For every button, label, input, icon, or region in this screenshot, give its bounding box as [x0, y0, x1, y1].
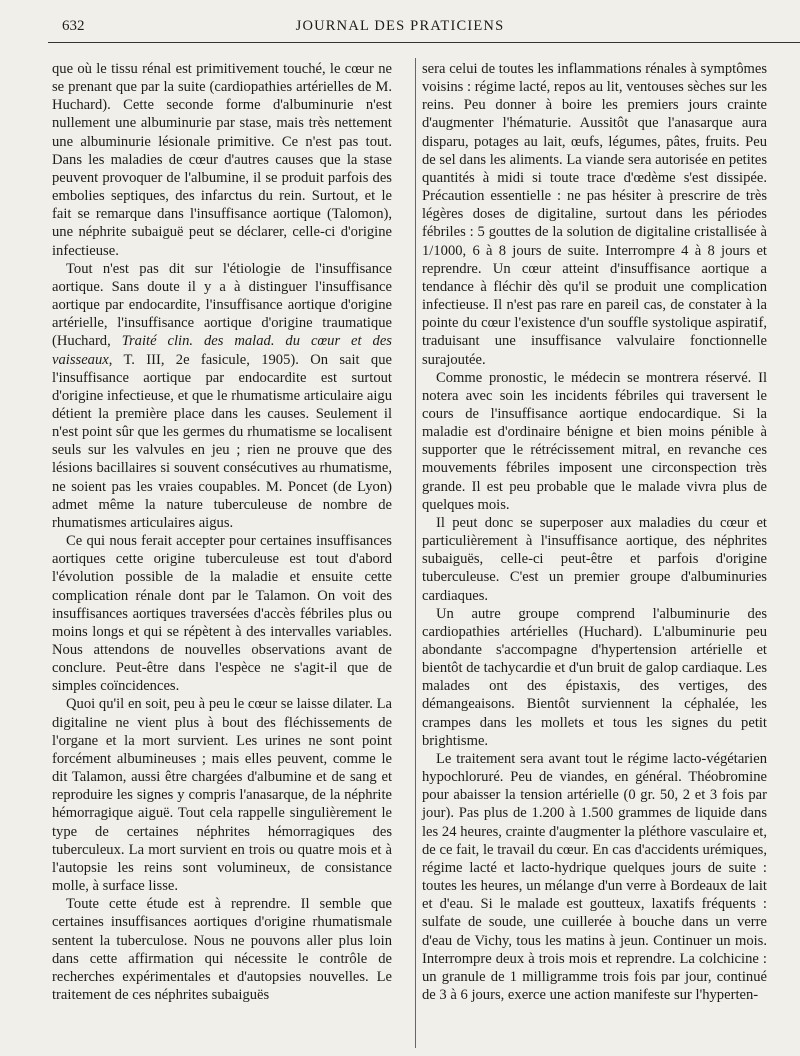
paragraph: Quoi qu'il en soit, peu à peu le cœur se laisse dilater. La digitaline ne vient plus à bout des fléchissements de l'organe et la mort survient. Les urines ne sont point forcément albumineuses ; mais elles peuvent, comme le dit Talamon, aussi être chargées d'albumine et de sang et reproduire les signes y compris l'anasarque, de la néphrite hémorragique aiguë. Tout cela rappelle singulièrement le type de certaines néphrites hémorragiques des tuberculeux. La mort survient en trois ou quatre mois et à l'autopsie les reins sont volumineux, de consistance molle, à surface lisse. [52, 696, 392, 895]
header-rule [48, 42, 800, 43]
paragraph: Toute cette étude est à reprendre. Il semble que certaines insuffisances aortiques d'origine rhumatismale sentent la tuberculose. Nous ne pouvons aller plus loin dans cette affirmation qui nécessite le contrôle de recherches expérimentales et d'autopsies nouvelles. Le traitement de ces néphrites subaiguës [52, 896, 392, 1003]
page-number: 632 [62, 18, 85, 34]
paragraph: Il peut donc se superposer aux maladies du cœur et particulièrement à l'insuffisance aortique, des néphrites subaiguës, celle-ci peut-être et parfois d'origine tuberculeuse. C'est un premier groupe d'albuminuries cardiaques. [422, 514, 767, 604]
left-column [52, 60, 392, 1004]
paragraph: que où le tissu rénal est primitivement touché, le cœur ne se prenant que par la suite (cardiopathies artérielles de M. Huchard). Cette seconde forme d'albuminurie n'est nullement une albuminurie par stase, mais très nettement une albuminurie lésionale primitive. Ce n'est pas tout. Dans les maladies de cœur d'autres causes que la stase peuvent provoquer de l'albumine, il se produit parfois des embolies septiques, des infarctus du rein. Surtout, et le fait se remarque dans l'insuffisance aortique (Talomon), une néphrite subaiguë peut se déclarer, celle-ci d'origine infectieuse. [52, 61, 392, 259]
paragraph [52, 260, 392, 532]
paragraph: sera celui de toutes les inflammations rénales à symptômes voisins : régime lacté, repos au lit, ventouses sèches sur les reins. Peu donner à boire les premiers jours crainte d'augmenter l'hématurie. Aussitôt que l'anasarque aura disparu, potages au lait, œufs, légumes, pâtes, fruits. Peu de sel dans les aliments. La viande sera autorisée en petites quantités à midi si toute trace d'œdème s'est dissipée. Précaution essentielle : ne pas hésiter à prescrire de très légères doses de digitaline, surtout dans les périodes fébriles : 5 gouttes de la solution de digitaline cristallisée à 1/1000, 6 à 8 jours de suite. Interrompre 4 à 8 jours et reprendre. Un cœur atteint d'insuffisance aortique a tendance à fléchir dès qu'il se produit une complication infectieuse. Il n'est pas rare en pareil cas, de constater à la pointe du cœur l'existence d'un souffle systolique aspiratif, traduisant une insuffisance valvulaire fonctionnelle surajoutée. [422, 61, 767, 368]
book-title: Traité clin. des malad. du cœur et des vaisseaux [52, 333, 392, 368]
paragraph-text: , T. III, 2e fasicule, 1905). On sait que l'insuffisance aortique par endocardite est surtout d'origine infectieuse, et que le rhumatisme articulaire aigu détient la première place dans les causes. Seulement il n'est point sûr que les germes du rhumatisme se localisent seuls sur les valvules en jeu ; rien ne prouve que des lésions bacillaires si souvent consécutives au rhumatisme, ne soient pas les vraies coupables. M. Poncet (de Lyon) admet même la nature tuberculeuse de nombre de rhumatismes articulaires aigus. [52, 351, 392, 531]
paragraph: Comme pronostic, le médecin se montrera réservé. Il notera avec soin les incidents fébriles qui traversent le cours de l'insuffisance aortique endocardique. Si la maladie est d'ordinaire bénigne et bien moins pénible à supporter que le rétrécissement mitral, en revanche ces mouvements fébriles imposent une circonspection très grande. Il est peu probable que le malade vivra plus de quelques mois. [422, 369, 767, 513]
right-column [422, 60, 767, 1004]
paragraph: Le traitement sera avant tout le régime lacto-végétarien hypochloruré. Peu de viandes, en général. Théobromine pour abaisser la tension artérielle (0 gr. 50, 2 et 3 fois par jour). Pas plus de 1.200 à 1.500 grammes de liquide dans les 24 heures, crainte d'augmenter la pléthore vasculaire et, de ce fait, le travail du cœur. En cas d'accidents urémiques, régime lacté et lacto-hydrique quelques jours de suite : toutes les heures, un mélange d'un verre à Bordeaux de lait et d'eau. Si le malade est goutteux, laxatifs fréquents : sulfate de soude, une cuillerée à bouche dans un verre d'eau de Vichy, tous les matins à jeun. Continuer un mois. Interrompre deux à trois mois et reprendre. La colchicine : un granule de 1 milligramme trois fois par jour, continué de 3 à 6 jours, exerce une action manifeste sur l'hyperten- [422, 750, 767, 1003]
running-title: JOURNAL DES PRATICIENS [295, 18, 505, 34]
paragraph-text: Tout n'est pas dit sur l'étiologie de l'insuffisance aortique. Sans doute il y a à distinguer l'insuffisance aortique par endocardite, l'insuffisance aortique d'origine artérielle, l'insuffisance aortique d'origine traumatique (Huchard, [52, 260, 392, 350]
column-divider [415, 58, 416, 1048]
paragraph: Ce qui nous ferait accepter pour certaines insuffisances aortiques cette origine tuberculeuse est tout d'abord l'évolution possible de la maladie et ensuite cette complication rénale dont par le Talamon. On voit des insuffisances aortiques traversées d'accès fébriles plus ou moins longs et qui se répètent à des intervalles variables. Nous attendons de nouvelles observations avant de conclure. Peut-être dans l'espèce ne s'agit-il que de simples coïncidences. [52, 533, 392, 695]
page-header [0, 18, 800, 42]
paragraph: Un autre groupe comprend l'albuminurie des cardiopathies artérielles (Huchard). L'albuminurie peu abondante s'accompagne d'hypertension artérielle et bientôt de tachycardie et d'un bruit de galop cardiaque. Les malades ont des épistaxis, des vertiges, des démangeaisons. Bientôt surviennent la céphalée, les crampes dans les mollets et tous les signes du petit brightisme. [422, 605, 767, 749]
